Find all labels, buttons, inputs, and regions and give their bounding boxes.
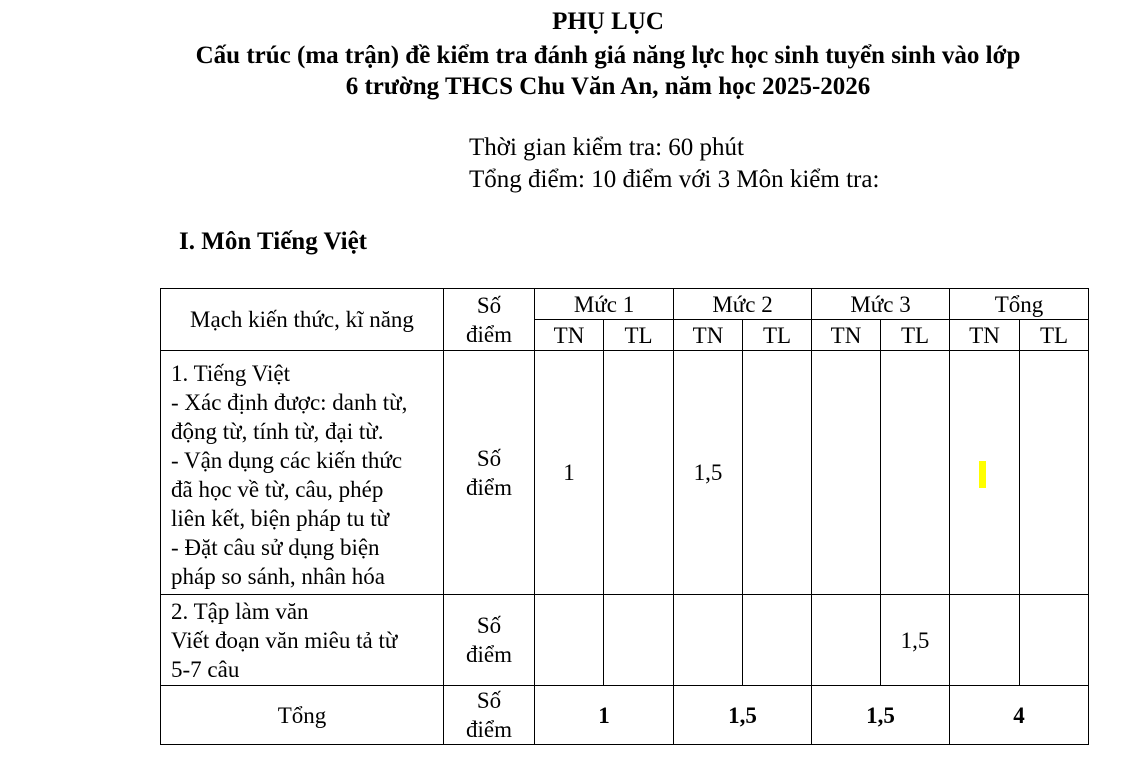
header-sub-tn: TN xyxy=(674,320,743,351)
topic-line: liên kết, biện pháp tu từ xyxy=(171,506,390,531)
topic-line: Viết đoạn văn miêu tả từ xyxy=(171,628,398,653)
value-cell xyxy=(604,595,674,686)
value-cell xyxy=(1020,595,1089,686)
topic-line: pháp so sánh, nhân hóa xyxy=(171,564,385,589)
header-score xyxy=(444,289,535,351)
score-label-cell xyxy=(444,686,535,745)
header-topic: Mạch kiến thức, kĩ năng xyxy=(161,289,444,351)
table-row xyxy=(161,595,1089,686)
header-score-line2: điểm xyxy=(466,321,512,347)
score-label-line2: điểm xyxy=(466,642,512,667)
exam-time: Thời gian kiểm tra: 60 phút xyxy=(469,134,744,161)
table-row xyxy=(161,351,1089,595)
document-subtitle-line-2: 6 trường THCS Chu Văn An, năm học 2025-2026 xyxy=(345,73,871,100)
value-cell xyxy=(604,351,674,595)
page-title: PHỤ LỤC xyxy=(552,8,664,35)
header-level-1: Mức 1 xyxy=(535,289,674,320)
header-sub-tl: TL xyxy=(743,320,812,351)
topic-line: 1. Tiếng Việt xyxy=(171,361,290,386)
topic-line: - Đặt câu sử dụng biện xyxy=(171,535,380,560)
total-overall: 4 xyxy=(950,686,1089,745)
score-label-line1: Số xyxy=(476,688,502,713)
header-sub-tn: TN xyxy=(950,320,1020,351)
topic-line: đã học về từ, câu, phép xyxy=(171,477,384,502)
topic-line: - Xác định được: danh từ, xyxy=(171,390,408,415)
score-label-cell xyxy=(444,595,535,686)
header-sub-tl: TL xyxy=(604,320,674,351)
header-sub-tl: TL xyxy=(881,320,950,351)
score-label-cell xyxy=(444,351,535,595)
total-label: Tổng xyxy=(161,686,444,745)
total-row xyxy=(161,686,1089,745)
value-cell xyxy=(812,595,881,686)
value-cell: 1,5 xyxy=(881,595,950,686)
total-level-1: 1 xyxy=(535,686,674,745)
value-cell: 1,5 xyxy=(674,351,743,595)
header-sub-tl: TL xyxy=(1020,320,1089,351)
header-total: Tổng xyxy=(950,289,1089,320)
value-cell xyxy=(881,351,950,595)
score-label-line1: Số xyxy=(476,613,502,638)
value-cell xyxy=(950,595,1020,686)
topic-line: 5-7 câu xyxy=(171,657,240,682)
score-label-line1: Số xyxy=(476,445,502,471)
document-subtitle-line-1: Cấu trúc (ma trận) đề kiểm tra đánh giá năng lực học sinh tuyển sinh vào lớp xyxy=(195,42,1021,69)
total-level-3: 1,5 xyxy=(812,686,950,745)
value-cell xyxy=(743,595,812,686)
header-level-3: Mức 3 xyxy=(812,289,950,320)
topic-line: động từ, tính từ, đại từ. xyxy=(171,419,384,444)
value-cell-highlighted xyxy=(950,351,1020,595)
topic-cell xyxy=(161,595,444,686)
exam-total-score: Tổng điểm: 10 điểm với 3 Môn kiểm tra: xyxy=(469,166,880,193)
value-cell xyxy=(743,351,812,595)
header-score-line1: Số xyxy=(476,292,502,318)
score-label-line2: điểm xyxy=(466,474,512,500)
text-cursor-highlight xyxy=(979,461,986,488)
value-cell: 1 xyxy=(535,351,604,595)
score-label-line2: điểm xyxy=(466,717,512,742)
value-cell xyxy=(535,595,604,686)
value-cell xyxy=(674,595,743,686)
total-level-2: 1,5 xyxy=(674,686,812,745)
topic-line: - Vận dụng các kiến thức xyxy=(171,448,403,473)
section-heading: I. Môn Tiếng Việt xyxy=(179,228,367,255)
header-row-levels xyxy=(161,289,1089,320)
header-sub-tn: TN xyxy=(535,320,604,351)
header-sub-tn: TN xyxy=(812,320,881,351)
topic-line: 2. Tập làm văn xyxy=(171,599,309,624)
header-level-2: Mức 2 xyxy=(674,289,812,320)
topic-cell xyxy=(161,351,444,595)
value-cell xyxy=(812,351,881,595)
value-cell xyxy=(1020,351,1089,595)
assessment-matrix-table xyxy=(160,288,1089,745)
